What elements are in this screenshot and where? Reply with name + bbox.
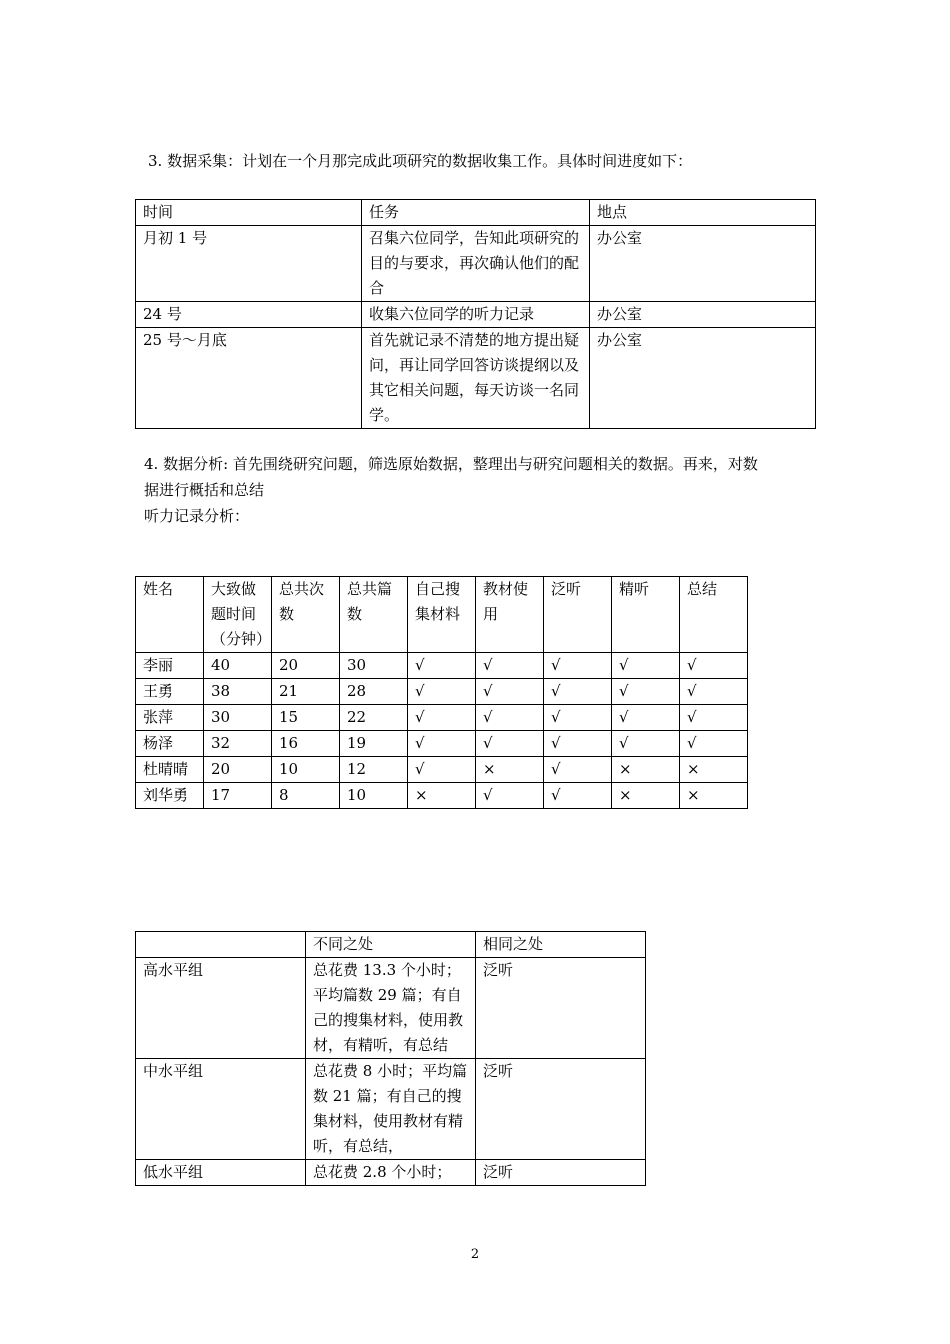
- table-cell: √: [476, 653, 544, 679]
- table-cell: 王勇: [136, 679, 204, 705]
- table-cell: 32: [204, 731, 272, 757]
- table-cell: 张萍: [136, 705, 204, 731]
- header-cell: 时间: [136, 200, 362, 226]
- table-cell: 8: [272, 783, 340, 809]
- header-cell: 大致做题时间（分钟）: [204, 577, 272, 653]
- table-cell: √: [612, 653, 680, 679]
- table-cell: 月初 1 号: [136, 226, 362, 302]
- page-number: 2: [470, 1247, 480, 1262]
- section4-line2: 据进行概括和总结: [144, 481, 265, 499]
- table-cell: √: [476, 679, 544, 705]
- table-cell: 办公室: [590, 226, 816, 302]
- table-cell: ×: [680, 757, 748, 783]
- table-cell: √: [680, 705, 748, 731]
- table-cell: 泛听: [476, 1059, 646, 1160]
- table-cell: 总花费 8 小时；平均篇数 21 篇；有自己的搜集材料，使用教材有精听，有总结，: [306, 1059, 476, 1160]
- table-cell: 泛听: [476, 958, 646, 1059]
- table-cell: 19: [340, 731, 408, 757]
- header-cell: 自己搜集材料: [408, 577, 476, 653]
- table-cell: √: [476, 783, 544, 809]
- table-cell: √: [680, 731, 748, 757]
- table-cell: √: [680, 679, 748, 705]
- table-cell: √: [544, 783, 612, 809]
- header-cell: 泛听: [544, 577, 612, 653]
- table-cell: 低水平组: [136, 1160, 306, 1186]
- table-row: [136, 757, 748, 783]
- table-cell: 24 号: [136, 302, 362, 328]
- table-cell: √: [680, 653, 748, 679]
- table-cell: 40: [204, 653, 272, 679]
- table-cell: 高水平组: [136, 958, 306, 1059]
- table-cell: 杜晴晴: [136, 757, 204, 783]
- table-cell: ×: [476, 757, 544, 783]
- table-cell: 20: [272, 653, 340, 679]
- table-row: [136, 731, 748, 757]
- table-cell: 38: [204, 679, 272, 705]
- table-cell: ×: [612, 757, 680, 783]
- header-cell: 精听: [612, 577, 680, 653]
- table-row: [136, 679, 748, 705]
- table-cell: √: [476, 705, 544, 731]
- table-cell: 12: [340, 757, 408, 783]
- table-cell: 30: [340, 653, 408, 679]
- table-cell: 16: [272, 731, 340, 757]
- section3-text: 3. 数据采集：计划在一个月那完成此项研究的数据收集工作。具体时间进度如下：: [148, 152, 693, 170]
- header-cell: 地点: [590, 200, 816, 226]
- header-cell: 教材使用: [476, 577, 544, 653]
- table-row: [136, 958, 646, 1059]
- table-cell: 办公室: [590, 328, 816, 429]
- header-cell: [136, 932, 306, 958]
- section4-line1: 4. 数据分析: 首先围绕研究问题，筛选原始数据，整理出与研究问题相关的数据。再来，对数: [144, 455, 758, 473]
- header-cell: 总共次数: [272, 577, 340, 653]
- table-cell: 收集六位同学的听力记录: [362, 302, 590, 328]
- table-cell: 刘华勇: [136, 783, 204, 809]
- table-cell: √: [408, 705, 476, 731]
- header-cell: 总结: [680, 577, 748, 653]
- table-cell: 李丽: [136, 653, 204, 679]
- schedule-table: [135, 199, 816, 429]
- group-comparison-table: [135, 931, 646, 1186]
- table-cell: √: [544, 757, 612, 783]
- table-cell: 17: [204, 783, 272, 809]
- table-cell: √: [544, 731, 612, 757]
- table-cell: √: [408, 679, 476, 705]
- table-cell: 中水平组: [136, 1059, 306, 1160]
- table-cell: 22: [340, 705, 408, 731]
- table-cell: 召集六位同学，告知此项研究的目的与要求，再次确认他们的配合: [362, 226, 590, 302]
- table-cell: √: [612, 731, 680, 757]
- table-cell: √: [476, 731, 544, 757]
- table-cell: ×: [408, 783, 476, 809]
- table-row: [136, 328, 816, 429]
- table-header-row: [136, 577, 748, 653]
- header-cell: 任务: [362, 200, 590, 226]
- header-cell: 姓名: [136, 577, 204, 653]
- table-cell: 30: [204, 705, 272, 731]
- table-cell: 首先就记录不清楚的地方提出疑问，再让同学回答访谈提纲以及其它相关问题，每天访谈一名同学。: [362, 328, 590, 429]
- table-cell: 28: [340, 679, 408, 705]
- table-cell: 泛听: [476, 1160, 646, 1186]
- table-cell: √: [408, 653, 476, 679]
- header-cell: 不同之处: [306, 932, 476, 958]
- table-cell: 10: [340, 783, 408, 809]
- table-cell: 20: [204, 757, 272, 783]
- table-cell: √: [544, 705, 612, 731]
- table-cell: √: [408, 757, 476, 783]
- table-row: [136, 653, 748, 679]
- table-cell: 21: [272, 679, 340, 705]
- table-cell: 办公室: [590, 302, 816, 328]
- table-header-row: [136, 200, 816, 226]
- table-row: [136, 1059, 646, 1160]
- header-cell: 总共篇数: [340, 577, 408, 653]
- table-cell: √: [612, 705, 680, 731]
- table-cell: 15: [272, 705, 340, 731]
- section4-line3: 听力记录分析：: [144, 507, 250, 525]
- table-cell: 总花费 2.8 个小时；: [306, 1160, 476, 1186]
- table-cell: 总花费 13.3 个小时；平均篇数 29 篇；有自己的搜集材料，使用教材，有精听，有总结: [306, 958, 476, 1059]
- table-cell: ×: [680, 783, 748, 809]
- table-row: [136, 302, 816, 328]
- listening-record-table: [135, 576, 748, 809]
- header-cell: 相同之处: [476, 932, 646, 958]
- table-cell: 25 号～月底: [136, 328, 362, 429]
- table-cell: 杨泽: [136, 731, 204, 757]
- table-cell: √: [408, 731, 476, 757]
- table-cell: 10: [272, 757, 340, 783]
- table-cell: √: [544, 653, 612, 679]
- table-cell: √: [612, 679, 680, 705]
- table-row: [136, 1160, 646, 1186]
- table-cell: ×: [612, 783, 680, 809]
- table-cell: √: [544, 679, 612, 705]
- table-row: [136, 226, 816, 302]
- table-header-row: [136, 932, 646, 958]
- table-row: [136, 705, 748, 731]
- table-row: [136, 783, 748, 809]
